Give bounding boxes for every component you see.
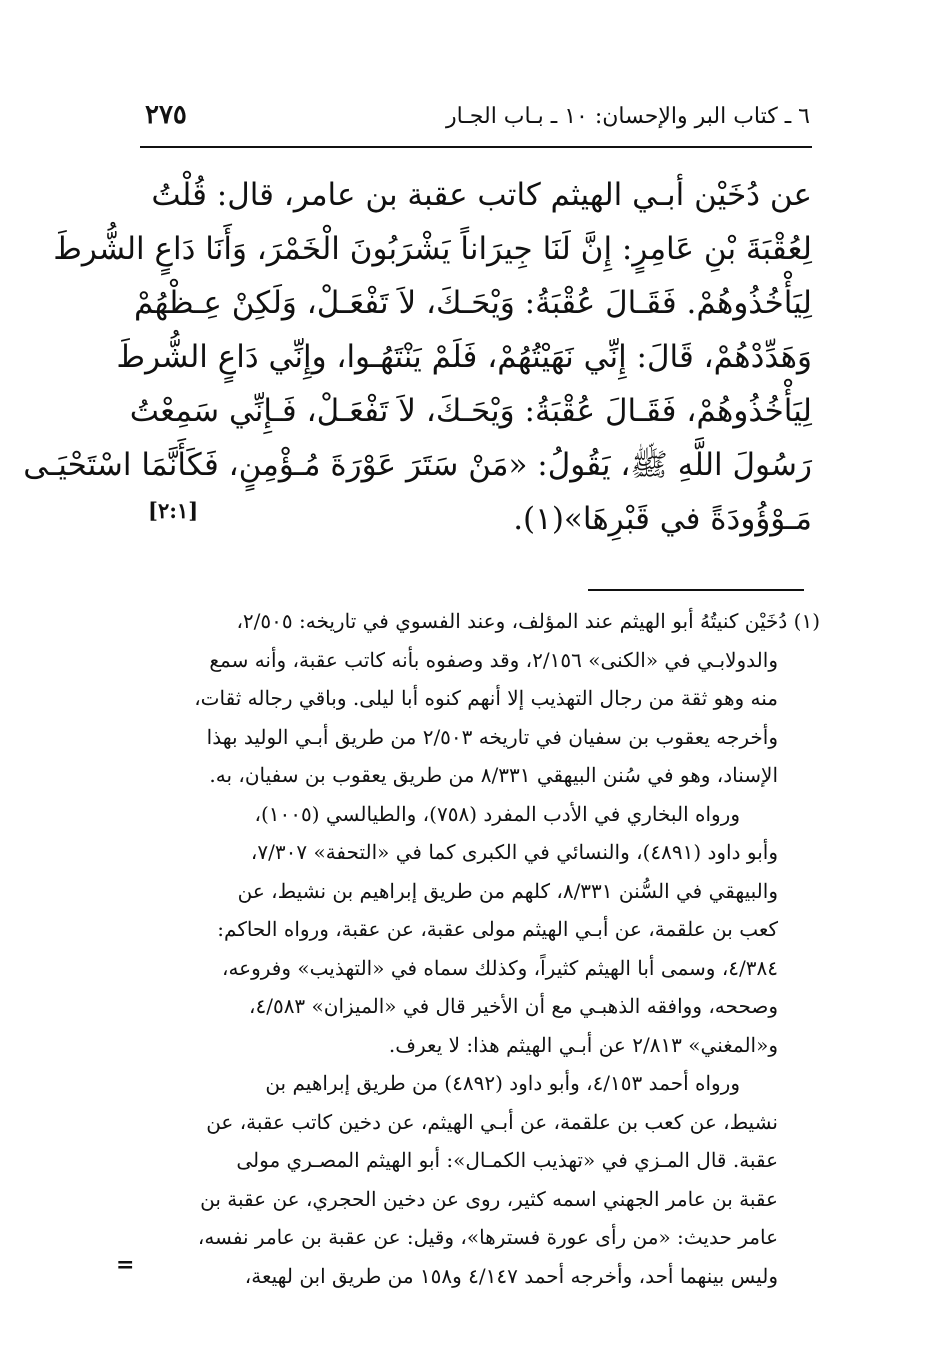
footnote-line: ٤/٣٨٤، وسمى أبا الهيثم كثيراً، وكذلك سماه في «التهذيب» وفروعه، (222, 955, 778, 980)
continuation-mark: = (116, 1252, 135, 1278)
hadith-line: رَسُولَ اللَّهِ ﷺ، يَقُولُ: «مَنْ سَتَرَ عَوْرَةَ مُـؤْمِنٍ، فَكَأَنَّمَا اسْتَحْيَـى (23, 447, 812, 483)
footnote-line: وصححه، ووافقه الذهبـي مع أن الأخير قال في «الميزان» ٤/٥٨٣، (249, 994, 778, 1018)
footnote-line: ورواه البخاري في الأدب المفرد (٧٥٨)، والطيالسي (١٠٠٥)، (254, 801, 740, 826)
header-divider (140, 146, 812, 148)
hadith-line: وَهَدِّدْهُمْ، قَالَ: إِنِّي نَهَيْتُهُمْ، فَلَمْ يَنْتَهُـوا، وإِنِّي دَاعٍ الشُّرطَ (116, 339, 812, 375)
hadith-line: مَـوْؤُودَةً في قَبْرِهَا»(١). (513, 501, 812, 537)
footnote-line: عقبة. قال المـزي في «تهذيب الكمـال»: أبو الهيثم المصـري مولى (236, 1148, 778, 1172)
hadith-text (23, 168, 812, 546)
chapter-title: ٦ ـ كتاب البر والإحسان: ١٠ ـ بـاب الجـار (446, 104, 810, 129)
footnote-line: نشيط، عن كعب بن علقمة، عن أبـي الهيثم، عن دخين كاتب عقبة، عن (206, 1109, 778, 1134)
footnote-line: والدولابـي في «الكنى» ٢/١٥٦، وقد وصفوه بأنه كاتب عقبة، وأنه سمع (209, 647, 778, 672)
hadith-line: لِيَأْخُذُوهُمْ، فَقَـالَ عُقْبَةُ: وَيْحَـكَ، لاَ تَفْعَـلْ، فَـإِنِّي سَمِعْتُ (129, 393, 812, 429)
footnote-line: عقبة بن عامر الجهني اسمه كثير، روى عن دخين الحجري، عن عقبة بن (200, 1186, 778, 1211)
page-number: ٢٧٥ (145, 100, 187, 130)
footnote-line: منه وهو ثقة من رجال التهذيب إلا أنهم كنوه أبا ليلى. وباقي رجاله ثقات، (194, 686, 778, 710)
footnotes (140, 602, 820, 1295)
footnote-line: وأبو داود (٤٨٩١)، والنسائي في الكبرى كما في «التحفة» ٧/٣٠٧، (250, 840, 778, 864)
footnote-line: (١) دُخَيْن كنيتُهُ أبو الهيثم عند المؤلف، وعند الفسوي في تاريخه: ٢/٥٠٥، (236, 609, 820, 633)
hadith-reference: [٢:١] (148, 498, 199, 523)
hadith-line: عن دُخَيْن أبـي الهيثم كاتب عقبة بن عامر، قال: قُلْتُ (151, 177, 812, 213)
hadith-line: لِيَأْخُذُوهُمْ. فَقَـالَ عُقْبَةُ: وَيْحَـكَ، لاَ تَفْعَـلْ، وَلَكِنْ عِـظْهُمْ (133, 285, 812, 321)
footnote-line: الإسناد، وهو في سُنن البيهقي ٨/٣٣١ من طريق يعقوب بن سفيان، به. (209, 763, 778, 787)
footnote-line: وليس بينهما أحد، وأخرجه أحمد ٤/١٤٧ و١٥٨ من طريق ابن لهيعة، (244, 1263, 778, 1288)
footnote-line: والبيهقي في السُّنن ٨/٣٣١، كلهم من طريق إبراهيم بن نشيط، عن (237, 878, 778, 903)
footnote-line: كعب بن علقمة، عن أبـي الهيثم مولى عقبة، عن عقبة، ورواه الحاكم: (217, 917, 778, 941)
footnote-divider (588, 589, 804, 591)
footnote-line: ورواه أحمد ٤/١٥٣، وأبو داود (٤٨٩٢) من طريق إبراهيم بن (265, 1071, 740, 1095)
footnote-line: و«المغني» ٢/٨١٣ عن أبـي الهيثم هذا: لا يعرف. (388, 1032, 778, 1057)
hadith-line: لِعُقْبَةَ بْنِ عَامِرٍ: إِنَّ لَنَا جِيرَاناً يَشْرَبُونَ الْخَمْرَ، وَأَنَا دَاعٍ الشُّرطَ (53, 231, 812, 267)
running-header (145, 96, 810, 140)
footnote-line: وأخرجه يعقوب بن سفيان في تاريخه ٢/٥٠٣ من طريق أبـي الوليد بهذا (206, 724, 778, 749)
footnote-line: عامر حديث: «من رأى عورة فسترها»، وقيل: عن عقبة بن عامر نفسه، (197, 1225, 778, 1249)
